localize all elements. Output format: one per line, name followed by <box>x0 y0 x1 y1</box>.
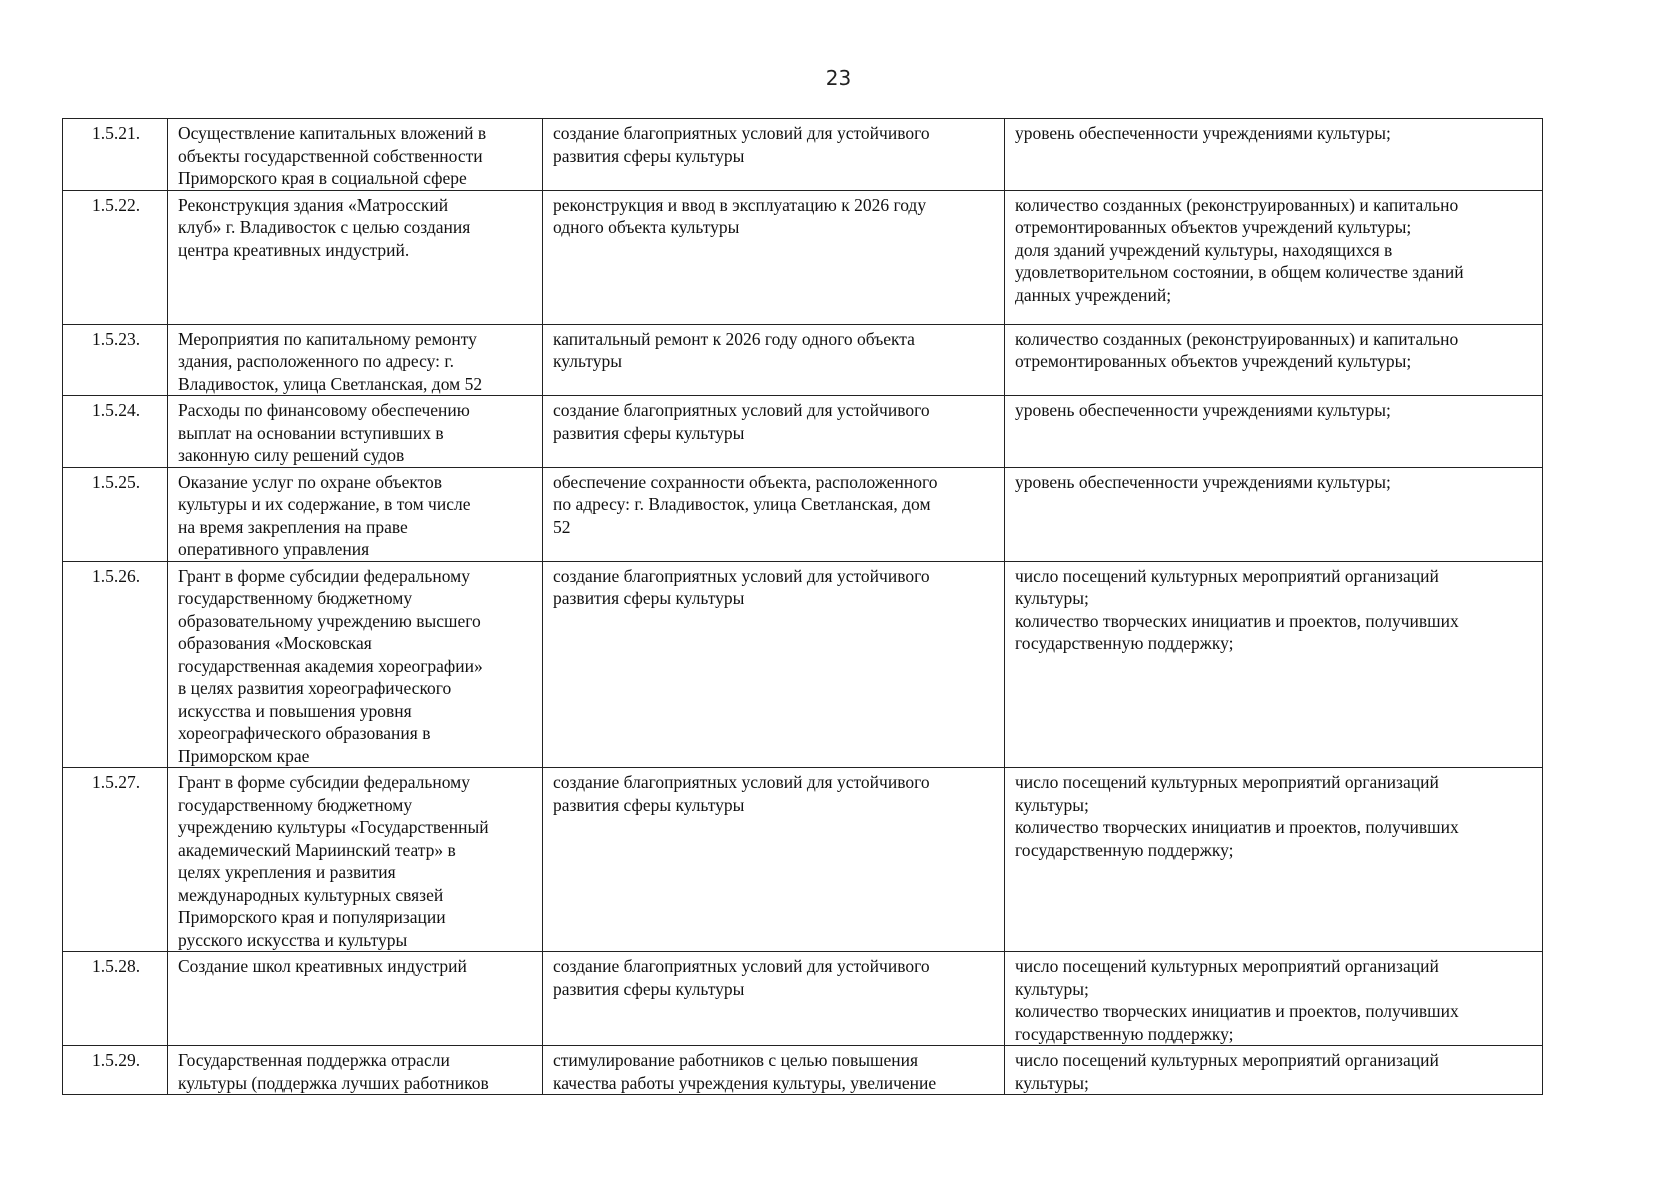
cell-text-line: число посещений культурных мероприятий организаций <box>1015 772 1439 792</box>
row-number-cell <box>63 467 168 561</box>
cell-text-line: данных учреждений; <box>1015 284 1172 305</box>
cell-text-line: число посещений культурных мероприятий организаций <box>1015 565 1439 586</box>
cell-text-line: академический Мариинский театр» в <box>178 839 456 860</box>
cell-text-line: развития сферы культуры <box>553 145 745 166</box>
table-row <box>63 1046 1543 1095</box>
cell-text-line: искусства и повышения уровня <box>178 700 412 721</box>
result-cell <box>543 561 1005 768</box>
cell-text-line: уровень обеспеченности учреждениями культуры; <box>1015 123 1391 143</box>
cell-text-line: количество созданных (реконструированных) и капитально <box>1015 194 1459 215</box>
cell-text-line: здания, расположенного по адресу: г. <box>178 351 454 371</box>
result-cell <box>543 952 1005 1046</box>
table-row <box>63 119 1543 191</box>
row-number-cell <box>63 952 168 1046</box>
cell-text-line: развития сферы культуры <box>553 794 745 815</box>
cell-text-line: 1.5.22. <box>91 194 141 215</box>
cell-text-line: 1.5.25. <box>91 471 141 492</box>
cell-text-line: государственная академия хореографии» <box>178 655 483 676</box>
cell-text-line: 1.5.21. <box>91 123 141 143</box>
cell-text-line: на время закрепления на праве <box>178 516 408 537</box>
cell-text-line: развития сферы культуры <box>553 422 745 443</box>
indicator-cell <box>1005 396 1543 468</box>
cell-text-line: реконструкция и ввод в эксплуатацию к 2026 году <box>553 194 927 215</box>
cell-text-line: культуры и их содержание, в том числе <box>178 494 471 514</box>
cell-text-line: государственную поддержку; <box>1015 839 1234 860</box>
cell-text-line: международных культурных связей <box>178 884 444 905</box>
result-cell <box>543 467 1005 561</box>
cell-text-line: развития сферы культуры <box>553 588 745 608</box>
indicator-cell <box>1005 190 1543 324</box>
event-cell <box>168 768 543 952</box>
cell-text-line: образовательному учреждению высшего <box>178 610 481 631</box>
cell-text-line: Государственная поддержка отрасли <box>178 1050 450 1070</box>
cell-text-line: отремонтированных объектов учреждений культуры; <box>1015 351 1412 371</box>
indicator-cell <box>1005 324 1543 396</box>
cell-text-line: культуры; <box>1015 1072 1089 1093</box>
cell-text-line: количество творческих инициатив и проектов, получивших <box>1015 817 1459 837</box>
cell-text-line: государственную поддержку; <box>1015 1023 1234 1044</box>
program-table <box>62 118 1543 1095</box>
cell-text-line: культуры; <box>1015 978 1089 999</box>
cell-text-line: 1.5.24. <box>91 400 141 420</box>
cell-text-line: русского искусства и культуры <box>178 929 408 950</box>
cell-text-line: по адресу: г. Владивосток, улица Светланская, дом <box>553 494 931 514</box>
cell-text-line: Приморского края в социальной сфере <box>178 168 467 188</box>
table-row <box>63 324 1543 396</box>
cell-text-line: создание благоприятных условий для устойчивого <box>553 772 930 792</box>
cell-text-line: культуры <box>553 351 622 371</box>
cell-text-line: уровень обеспеченности учреждениями культуры; <box>1015 471 1391 492</box>
result-cell <box>543 768 1005 952</box>
cell-text-line: государственную поддержку; <box>1015 633 1234 653</box>
table-row <box>63 952 1543 1046</box>
result-cell <box>543 1046 1005 1095</box>
cell-text-line: Приморского края и популяризации <box>178 907 446 927</box>
cell-text-line: удовлетворительном состоянии, в общем количестве зданий <box>1015 262 1464 282</box>
result-cell <box>543 396 1005 468</box>
cell-text-line: доля зданий учреждений культуры, находящихся в <box>1015 239 1393 260</box>
cell-text-line: количество творческих инициатив и проектов, получивших <box>1015 610 1459 631</box>
indicator-cell <box>1005 1046 1543 1095</box>
event-cell <box>168 396 543 468</box>
indicator-cell <box>1005 952 1543 1046</box>
event-cell <box>168 119 543 191</box>
cell-text-line: Мероприятия по капитальному ремонту <box>178 328 477 349</box>
cell-text-line: культуры (поддержка лучших работников <box>178 1072 489 1093</box>
cell-text-line: обеспечение сохранности объекта, расположенного <box>553 471 938 492</box>
table-row <box>63 467 1543 561</box>
row-number-cell <box>63 561 168 768</box>
event-cell <box>168 952 543 1046</box>
row-number-cell <box>63 768 168 952</box>
cell-text-line: культуры; <box>1015 794 1089 815</box>
event-cell <box>168 467 543 561</box>
cell-text-line: уровень обеспеченности учреждениями культуры; <box>1015 400 1391 420</box>
cell-text-line: одного объекта культуры <box>553 217 740 237</box>
row-number-cell <box>63 1046 168 1095</box>
cell-text-line: развития сферы культуры <box>553 978 745 999</box>
table-row <box>63 561 1543 768</box>
cell-text-line: число посещений культурных мероприятий организаций <box>1015 1050 1439 1070</box>
cell-text-line: 1.5.28. <box>91 956 141 976</box>
cell-text-line: государственному бюджетному <box>178 588 413 608</box>
cell-text-line: число посещений культурных мероприятий организаций <box>1015 956 1439 976</box>
cell-text-line: Оказание услуг по охране объектов <box>178 471 443 492</box>
table-row <box>63 190 1543 324</box>
result-cell <box>543 324 1005 396</box>
row-number-cell <box>63 190 168 324</box>
cell-text-line: в целях развития хореографического <box>178 678 452 698</box>
cell-text-line: хореографического образования в <box>178 723 431 743</box>
indicator-cell <box>1005 119 1543 191</box>
page-number: 23 <box>825 66 852 90</box>
cell-text-line: Осуществление капитальных вложений в <box>178 123 487 143</box>
cell-text-line: 1.5.27. <box>91 772 141 792</box>
cell-text-line: количество созданных (реконструированных) и капитально <box>1015 328 1459 349</box>
cell-text-line: учреждению культуры «Государственный <box>178 817 489 837</box>
cell-text-line: создание благоприятных условий для устойчивого <box>553 123 930 143</box>
cell-text-line: законную силу решений судов <box>178 445 405 465</box>
indicator-cell <box>1005 768 1543 952</box>
indicator-cell <box>1005 561 1543 768</box>
cell-text-line: культуры; <box>1015 588 1089 608</box>
cell-text-line: выплат на основании вступивших в <box>178 422 444 443</box>
cell-text-line: создание благоприятных условий для устойчивого <box>553 956 930 976</box>
cell-text-line: 1.5.29. <box>91 1050 141 1070</box>
row-number-cell <box>63 396 168 468</box>
result-cell <box>543 119 1005 191</box>
cell-text-line: центра креативных индустрий. <box>178 239 410 260</box>
cell-text-line: объекты государственной собственности <box>178 145 483 166</box>
cell-text-line: 1.5.23. <box>91 328 141 349</box>
row-number-cell <box>63 119 168 191</box>
cell-text-line: создание благоприятных условий для устойчивого <box>553 400 930 420</box>
cell-text-line: образования «Московская <box>178 633 372 653</box>
cell-text-line: Приморском крае <box>178 745 310 766</box>
event-cell <box>168 324 543 396</box>
cell-text-line: количество творческих инициатив и проектов, получивших <box>1015 1001 1459 1021</box>
cell-text-line: 52 <box>553 516 571 537</box>
table-row <box>63 768 1543 952</box>
cell-text-line: Владивосток, улица Светланская, дом 52 <box>178 373 483 394</box>
indicator-cell <box>1005 467 1543 561</box>
cell-text-line: Создание школ креативных индустрий <box>178 956 467 976</box>
cell-text-line: государственному бюджетному <box>178 794 413 815</box>
cell-text-line: клуб» г. Владивосток с целью создания <box>178 217 471 237</box>
cell-text-line: Реконструкция здания «Матросский <box>178 194 449 215</box>
cell-text-line: качества работы учреждения культуры, увеличение <box>553 1072 937 1093</box>
cell-text-line: стимулирование работников с целью повышения <box>553 1050 919 1070</box>
cell-text-line: 1.5.26. <box>91 565 141 586</box>
cell-text-line: Грант в форме субсидии федеральному <box>178 772 470 792</box>
event-cell <box>168 1046 543 1095</box>
cell-text-line: Расходы по финансовому обеспечению <box>178 400 470 420</box>
cell-text-line: оперативного управления <box>178 539 370 559</box>
cell-text-line: Грант в форме субсидии федеральному <box>178 565 470 586</box>
cell-text-line: создание благоприятных условий для устойчивого <box>553 565 930 586</box>
event-cell <box>168 561 543 768</box>
result-cell <box>543 190 1005 324</box>
table-row <box>63 396 1543 468</box>
cell-text-line: капитальный ремонт к 2026 году одного объекта <box>553 328 915 349</box>
cell-text-line: целях укрепления и развития <box>178 862 396 882</box>
row-number-cell <box>63 324 168 396</box>
cell-text-line: отремонтированных объектов учреждений культуры; <box>1015 217 1412 237</box>
event-cell <box>168 190 543 324</box>
